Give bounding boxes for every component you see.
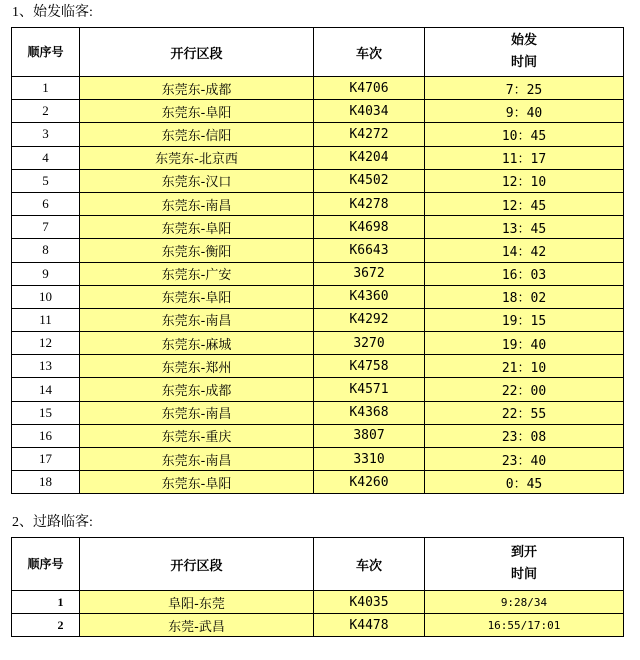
time-cell: 22：55 — [425, 401, 624, 424]
section2-title: 2、过路临客: — [12, 515, 93, 530]
time-cell: 19：40 — [425, 332, 624, 355]
table-row — [12, 471, 624, 494]
seq-cell: 10 — [12, 285, 80, 308]
route-cell: 东莞东-南昌 — [80, 192, 314, 215]
seq-cell: 14 — [12, 378, 80, 401]
route-header: 开行区段 — [80, 538, 314, 591]
time-header-line1: 始发 — [510, 33, 537, 48]
time-cell: 18：02 — [425, 285, 624, 308]
table-row — [12, 77, 624, 100]
time-cell: 7：25 — [425, 77, 624, 100]
route-cell: 东莞东-重庆 — [80, 424, 314, 447]
train-cell: K4272 — [314, 123, 425, 146]
time-cell: 16：03 — [425, 262, 624, 285]
seq-cell: 3 — [12, 123, 80, 146]
time-header-line2: 时间 — [510, 567, 537, 582]
table-row — [12, 169, 624, 192]
route-cell: 东莞东-南昌 — [80, 448, 314, 471]
train-cell: K4758 — [314, 355, 425, 378]
route-cell: 东莞东-阜阳 — [80, 285, 314, 308]
table-row — [12, 355, 624, 378]
time-header — [425, 538, 624, 591]
train-cell: K4035 — [314, 591, 425, 614]
route-cell: 东莞东-阜阳 — [80, 471, 314, 494]
section1-title: 1、始发临客: — [12, 5, 93, 20]
table-row — [12, 378, 624, 401]
train-cell: K4260 — [314, 471, 425, 494]
seq-cell: 2 — [12, 100, 80, 123]
seq-header: 顺序号 — [12, 28, 80, 77]
time-cell: 9:28/34 — [425, 591, 624, 614]
train-cell: K4034 — [314, 100, 425, 123]
seq-cell: 1 — [12, 591, 80, 614]
time-cell: 10：45 — [425, 123, 624, 146]
train-cell: K4571 — [314, 378, 425, 401]
route-cell: 东莞东-信阳 — [80, 123, 314, 146]
train-cell: 3310 — [314, 448, 425, 471]
time-header-line2: 时间 — [510, 55, 537, 70]
table-row — [12, 308, 624, 331]
train-cell: K4502 — [314, 169, 425, 192]
seq-header: 顺序号 — [12, 538, 80, 591]
train-cell: K4292 — [314, 308, 425, 331]
route-cell: 东莞东-南昌 — [80, 308, 314, 331]
table-row — [12, 285, 624, 308]
train-cell: 3807 — [314, 424, 425, 447]
time-cell: 13：45 — [425, 216, 624, 239]
seq-cell: 1 — [12, 77, 80, 100]
time-header — [425, 28, 624, 77]
table-row — [12, 146, 624, 169]
train-cell: K4360 — [314, 285, 425, 308]
seq-cell: 5 — [12, 169, 80, 192]
table-header-row — [12, 28, 624, 77]
time-cell: 19：15 — [425, 308, 624, 331]
train-cell: K4204 — [314, 146, 425, 169]
route-cell: 东莞东-阜阳 — [80, 216, 314, 239]
train-cell: K4368 — [314, 401, 425, 424]
table-row — [12, 614, 624, 637]
time-cell: 12：45 — [425, 192, 624, 215]
route-cell: 东莞东-衡阳 — [80, 239, 314, 262]
time-cell: 0：45 — [425, 471, 624, 494]
route-cell: 阜阳-东莞 — [80, 591, 314, 614]
train-header: 车次 — [314, 538, 425, 591]
route-cell: 东莞-武昌 — [80, 614, 314, 637]
passing-trains-table — [11, 537, 624, 637]
seq-cell: 17 — [12, 448, 80, 471]
route-cell: 东莞东-郑州 — [80, 355, 314, 378]
time-header-line1: 到开 — [510, 545, 537, 560]
table-row — [12, 332, 624, 355]
seq-cell: 15 — [12, 401, 80, 424]
time-cell: 22：00 — [425, 378, 624, 401]
route-cell: 东莞东-汉口 — [80, 169, 314, 192]
seq-cell: 11 — [12, 308, 80, 331]
time-cell: 9：40 — [425, 100, 624, 123]
train-cell: K4278 — [314, 192, 425, 215]
seq-cell: 16 — [12, 424, 80, 447]
table-row — [12, 591, 624, 614]
table-row — [12, 424, 624, 447]
seq-cell: 7 — [12, 216, 80, 239]
route-cell: 东莞东-北京西 — [80, 146, 314, 169]
time-cell: 23：08 — [425, 424, 624, 447]
time-cell: 23：40 — [425, 448, 624, 471]
route-cell: 东莞东-广安 — [80, 262, 314, 285]
table-row — [12, 448, 624, 471]
seq-cell: 12 — [12, 332, 80, 355]
train-cell: K4478 — [314, 614, 425, 637]
train-cell: 3270 — [314, 332, 425, 355]
train-header: 车次 — [314, 28, 425, 77]
origin-trains-table — [11, 27, 624, 494]
table-row — [12, 216, 624, 239]
time-cell: 14：42 — [425, 239, 624, 262]
table-header-row — [12, 538, 624, 591]
seq-cell: 6 — [12, 192, 80, 215]
route-cell: 东莞东-阜阳 — [80, 100, 314, 123]
time-cell: 12：10 — [425, 169, 624, 192]
train-cell: K4698 — [314, 216, 425, 239]
seq-cell: 9 — [12, 262, 80, 285]
seq-cell: 8 — [12, 239, 80, 262]
train-cell: K6643 — [314, 239, 425, 262]
seq-cell: 4 — [12, 146, 80, 169]
time-cell: 21：10 — [425, 355, 624, 378]
route-header: 开行区段 — [80, 28, 314, 77]
time-cell: 16:55/17:01 — [425, 614, 624, 637]
route-cell: 东莞东-成都 — [80, 77, 314, 100]
route-cell: 东莞东-麻城 — [80, 332, 314, 355]
table-row — [12, 100, 624, 123]
table-row — [12, 401, 624, 424]
table-row — [12, 123, 624, 146]
seq-cell: 18 — [12, 471, 80, 494]
table-row — [12, 239, 624, 262]
seq-cell: 13 — [12, 355, 80, 378]
table-row — [12, 192, 624, 215]
table-row — [12, 262, 624, 285]
route-cell: 东莞东-南昌 — [80, 401, 314, 424]
route-cell: 东莞东-成都 — [80, 378, 314, 401]
time-cell: 11：17 — [425, 146, 624, 169]
train-cell: K4706 — [314, 77, 425, 100]
train-cell: 3672 — [314, 262, 425, 285]
seq-cell: 2 — [12, 614, 80, 637]
